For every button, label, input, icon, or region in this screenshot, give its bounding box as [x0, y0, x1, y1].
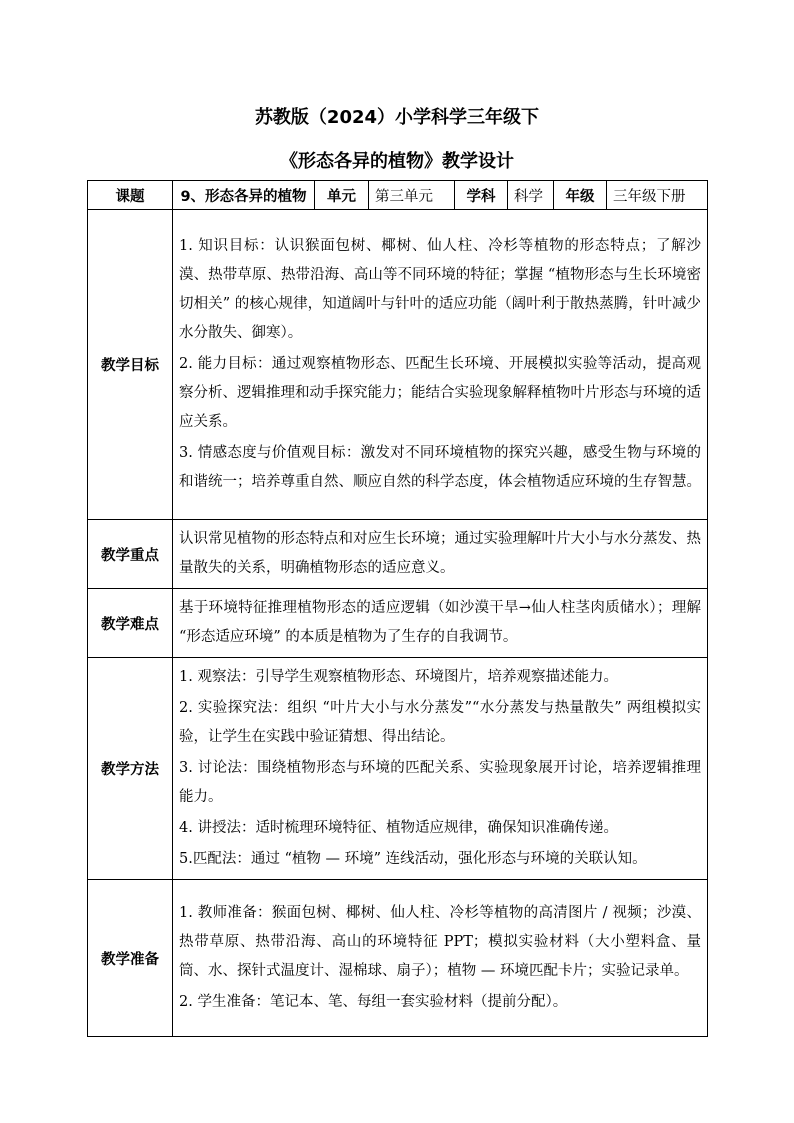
objectives-content [173, 210, 708, 520]
method-item: 5.匹配法：通过 “植物 — 环境” 连线活动，强化形态与环境的关联认知。 [179, 851, 647, 867]
key-point-text: 认识常见植物的形态特点和对应生长环境；通过实验理解叶片大小与水分蒸发、热量散失的关系，明确植物形态的适应意义。 [179, 531, 701, 576]
grade-value: 三年级下册 [607, 181, 708, 210]
preparation-item: 2. 学生准备：笔记本、笔、每组一套实验材料（提前分配）。 [179, 994, 568, 1010]
key-points-content [173, 520, 708, 589]
unit-label: 单元 [315, 181, 369, 210]
topic-label: 课题 [88, 181, 173, 210]
difficulties-label: 教学难点 [88, 589, 173, 658]
methods-label: 教学方法 [88, 658, 173, 880]
difficulties-row [88, 589, 708, 658]
table-header-row [88, 181, 708, 210]
objective-item: 2. 能力目标：通过观察植物形态、匹配生长环境、开展模拟实验等活动，提高观察分析、逻辑推理和动手探究能力；能结合实验现象解释植物叶片形态与环境的适应关系。 [179, 356, 701, 430]
objectives-row [88, 210, 708, 520]
topic-value: 9、形态各异的植物 [173, 181, 315, 210]
preparation-content [173, 880, 708, 1037]
preparation-item: 1. 教师准备：猴面包树、椰树、仙人柱、冷杉等植物的高清图片 / 视频；沙漠、热带草原、热带沿海、高山的环境特征 PPT；模拟实验材料（大小塑料盒、量筒、水、探针式温度计、湿棉球、扇子）；植物 — 环境匹配卡片；实验记录单。 [179, 905, 701, 979]
method-item: 4. 讲授法：适时梳理环境特征、植物适应规律，确保知识准确传递。 [179, 820, 618, 836]
method-item: 3. 讨论法：围绕植物形态与环境的匹配关系、实验现象展开讨论，培养逻辑推理能力。 [179, 760, 701, 805]
key-points-label: 教学重点 [88, 520, 173, 589]
method-item: 2. 实验探究法：组织 “叶片大小与水分蒸发”“水分蒸发与热量散失” 两组模拟实验，让学生在实践中验证猜想、得出结论。 [179, 700, 701, 745]
document-title-line1: 苏教版（2024）小学科学三年级下 [254, 107, 540, 128]
methods-content [173, 658, 708, 880]
objectives-label: 教学目标 [88, 210, 173, 520]
objective-item: 3. 情感态度与价值观目标：激发对不同环境植物的探究兴趣，感受生物与环境的和谐统一；培养尊重自然、顺应自然的科学态度，体会植物适应环境的生存智慧。 [179, 445, 701, 490]
subject-label: 学科 [455, 181, 508, 210]
grade-label: 年级 [554, 181, 607, 210]
document-title-line2: 《形态各异的植物》教学设计 [280, 151, 514, 172]
difficulties-content [173, 589, 708, 658]
unit-value: 第三单元 [369, 181, 455, 210]
objective-item: 1. 知识目标：认识猴面包树、椰树、仙人柱、冷杉等植物的形态特点；了解沙漠、热带草原、热带沿海、高山等不同环境的特征；掌握 “植物形态与生长环境密切相关” 的核心规律，知道阔叶与针叶的适应功能（阔叶利于散热蒸腾，针叶减少水分散失、御寒）。 [179, 238, 701, 341]
method-item: 1. 观察法：引导学生观察植物形态、环境图片，培养观察描述能力。 [179, 669, 618, 685]
preparation-row [88, 880, 708, 1037]
subject-value: 科学 [508, 181, 554, 210]
key-points-row [88, 520, 708, 589]
preparation-label: 教学准备 [88, 880, 173, 1037]
methods-row [88, 658, 708, 880]
lesson-design-table [87, 180, 708, 1037]
difficulty-text: 基于环境特征推理植物形态的适应逻辑（如沙漠干旱→仙人柱茎肉质储水）；理解 “形态适应环境” 的本质是植物为了生存的自我调节。 [179, 600, 701, 645]
